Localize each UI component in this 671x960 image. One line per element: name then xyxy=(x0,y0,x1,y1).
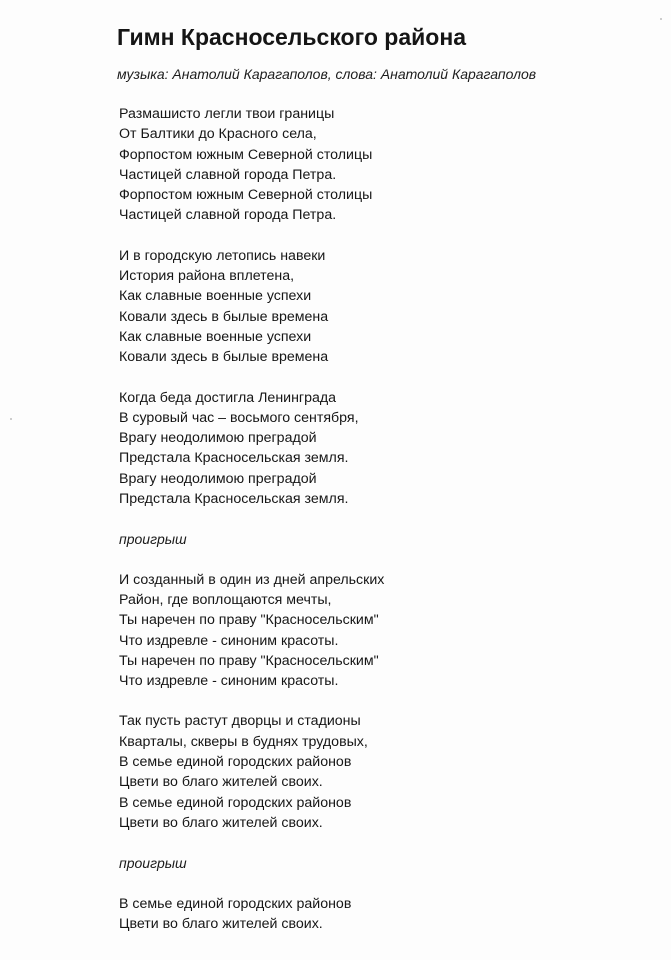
stanza xyxy=(119,570,639,692)
lyric-line: Ты наречен по праву "Красносельским" xyxy=(119,652,379,669)
lyric-line: Так пусть растут дворцы и стадионы xyxy=(119,713,361,730)
stanza xyxy=(119,104,639,226)
lyric-line: История района вплетена, xyxy=(119,268,295,285)
lyric-line: Как славные военные успехи xyxy=(119,288,312,305)
lyric-line: В суровый час – восьмого сентября, xyxy=(119,409,359,426)
lyric-line: Ковали здесь в былые времена xyxy=(119,308,329,325)
lyric-line: Ты наречен по праву "Красносельским" xyxy=(119,612,379,629)
lyric-line: Размашисто легли твои границы xyxy=(119,106,335,122)
lyric-line: Частицей славной города Петра. xyxy=(119,166,337,183)
lyric-line: И в городскую летопись навеки xyxy=(119,247,326,264)
lyric-line: В семье единой городских районов xyxy=(119,754,352,771)
song-title: Гимн Красносельского района xyxy=(117,24,467,50)
lyric-line: Район, где воплощаются мечты, xyxy=(119,591,332,608)
stanza xyxy=(119,388,639,510)
lyric-line: Форпостом южным Северной столицы xyxy=(119,146,373,163)
scan-speck xyxy=(660,18,662,20)
interlude-label: проигрыш xyxy=(119,855,187,872)
lyric-line: Цвети во благо жителей своих. xyxy=(119,814,323,831)
lyric-line: Цвети во благо жителей своих. xyxy=(119,915,323,932)
lyric-line: Врагу неодолимою преградой xyxy=(119,430,317,447)
lyric-line: В семье единой городских районов xyxy=(119,895,352,912)
lyric-line: Форпостом южным Северной столицы xyxy=(119,187,373,204)
stanza xyxy=(119,894,639,935)
scan-speck xyxy=(10,418,12,420)
stanza xyxy=(119,711,639,833)
lyric-line: Кварталы, скверы в буднях трудовых, xyxy=(119,733,368,750)
lyric-line: В семье единой городских районов xyxy=(119,794,352,811)
lyric-line: От Балтики до Красного села, xyxy=(119,126,317,143)
interlude-label: проигрыш xyxy=(119,531,187,548)
lyric-line: Предстала Красносельская земля. xyxy=(119,491,349,508)
lyric-line: Предстала Красносельская земля. xyxy=(119,450,349,467)
lyric-line: Что издревле - синоним красоты. xyxy=(119,673,339,690)
lyrics-body xyxy=(119,104,639,954)
lyric-line: Частицей славной города Петра. xyxy=(119,207,337,224)
lyric-line: Врагу неодолимою преградой xyxy=(119,470,317,487)
lyric-line: Ковали здесь в былые времена xyxy=(119,349,329,366)
lyric-line: Что издревле - синоним красоты. xyxy=(119,632,339,649)
lyric-line: И созданный в один из дней апрельских xyxy=(119,571,385,588)
lyric-line: Как славные военные успехи xyxy=(119,328,312,345)
lyric-line: Цвети во благо жителей своих. xyxy=(119,774,323,791)
song-credits: музыка: Анатолий Карагаполов, слова: Анатолий Карагаполов xyxy=(117,66,537,82)
lyric-line: Когда беда достигла Ленинграда xyxy=(119,389,337,406)
stanza xyxy=(119,246,639,368)
